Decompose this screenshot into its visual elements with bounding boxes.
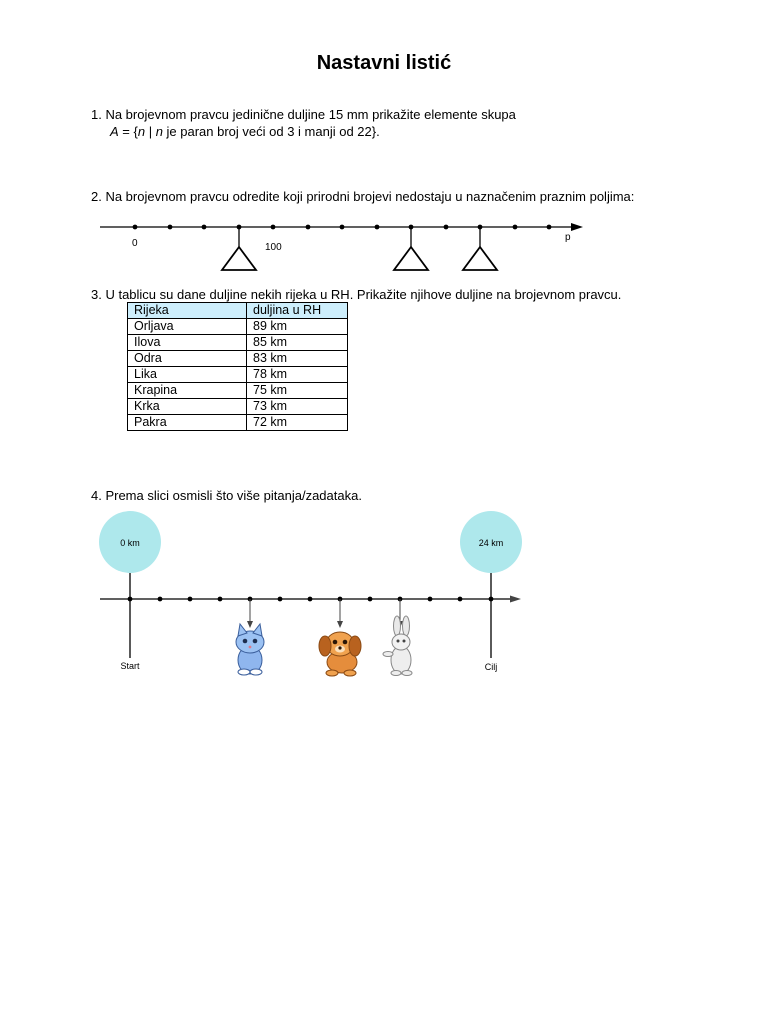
river-length: 73 km [247, 399, 348, 415]
river-name: Ilova [128, 335, 247, 351]
table-row [128, 383, 348, 399]
river-name: Lika [128, 367, 247, 383]
river-name: Krka [128, 399, 247, 415]
label-p: p [565, 232, 571, 243]
table-row [128, 351, 348, 367]
race-axis-arrow [510, 596, 521, 603]
set-variable: A [110, 124, 119, 139]
task4-text: 4. Prema slici osmisli što više pitanja/zadataka. [91, 488, 362, 503]
river-name: Pakra [128, 415, 247, 431]
river-length: 85 km [247, 335, 348, 351]
river-length: 72 km [247, 415, 348, 431]
river-length: 75 km [247, 383, 348, 399]
label-0km: 0 km [120, 538, 140, 548]
label-start: Start [120, 661, 140, 671]
river-name: Odra [128, 351, 247, 367]
tick-dot [340, 225, 345, 230]
cat-icon [236, 624, 264, 675]
tick-dot [168, 225, 173, 230]
label-24km: 24 km [478, 538, 504, 548]
tick-dot [306, 225, 311, 230]
tick-dot [513, 225, 518, 230]
page-title: Nastavni listić [316, 52, 452, 74]
animal-pointers [247, 599, 403, 628]
set-condition: je paran broj veći od 3 i manji od 22}. [162, 124, 380, 139]
tick-dot [133, 225, 138, 230]
task4-race-line [95, 510, 530, 685]
tick-dot [202, 225, 207, 230]
tick-dot [547, 225, 552, 230]
river-length: 78 km [247, 367, 348, 383]
task3-text: 3. U tablicu su dane duljine nekih rijeka u RH. Prikažite njihove duljine na brojevnom pravcu. [91, 287, 622, 302]
header-length: duljina u RH [247, 303, 348, 319]
set-n1: n [137, 124, 146, 139]
empty-field-3 [463, 227, 497, 270]
table-row [128, 319, 348, 335]
river-name: Orljava [128, 319, 247, 335]
label-hundred: 100 [265, 242, 282, 253]
rabbit-icon [383, 616, 412, 676]
table-row [128, 367, 348, 383]
river-length: 83 km [247, 351, 348, 367]
number-line-arrow [571, 223, 583, 231]
table-row [128, 399, 348, 415]
empty-field-2 [394, 227, 428, 270]
tick-dot [271, 225, 276, 230]
river-length: 89 km [247, 319, 348, 335]
set-open: = { [118, 124, 138, 139]
label-finish: Cilj [484, 662, 498, 672]
task2-number-line [95, 215, 595, 277]
header-river: Rijeka [128, 303, 247, 319]
tick-dot [444, 225, 449, 230]
set-n2: n [155, 124, 163, 139]
table-row [128, 415, 348, 431]
table-row [128, 335, 348, 351]
label-zero: 0 [132, 238, 138, 249]
set-bar: | [145, 124, 156, 139]
tick-dot [375, 225, 380, 230]
task1-text: 1. Na brojevnom pravcu jedinične duljine 15 mm prikažite elemente skupa [91, 107, 516, 122]
rivers-table [127, 302, 348, 431]
task1-set [110, 123, 380, 140]
task2-text: 2. Na brojevnom pravcu odredite koji prirodni brojevi nedostaju u naznačenim praznim poljima: [91, 189, 635, 204]
river-name: Krapina [128, 383, 247, 399]
table-header-row [128, 303, 348, 319]
dog-icon [319, 632, 361, 676]
empty-field-1 [222, 227, 256, 270]
